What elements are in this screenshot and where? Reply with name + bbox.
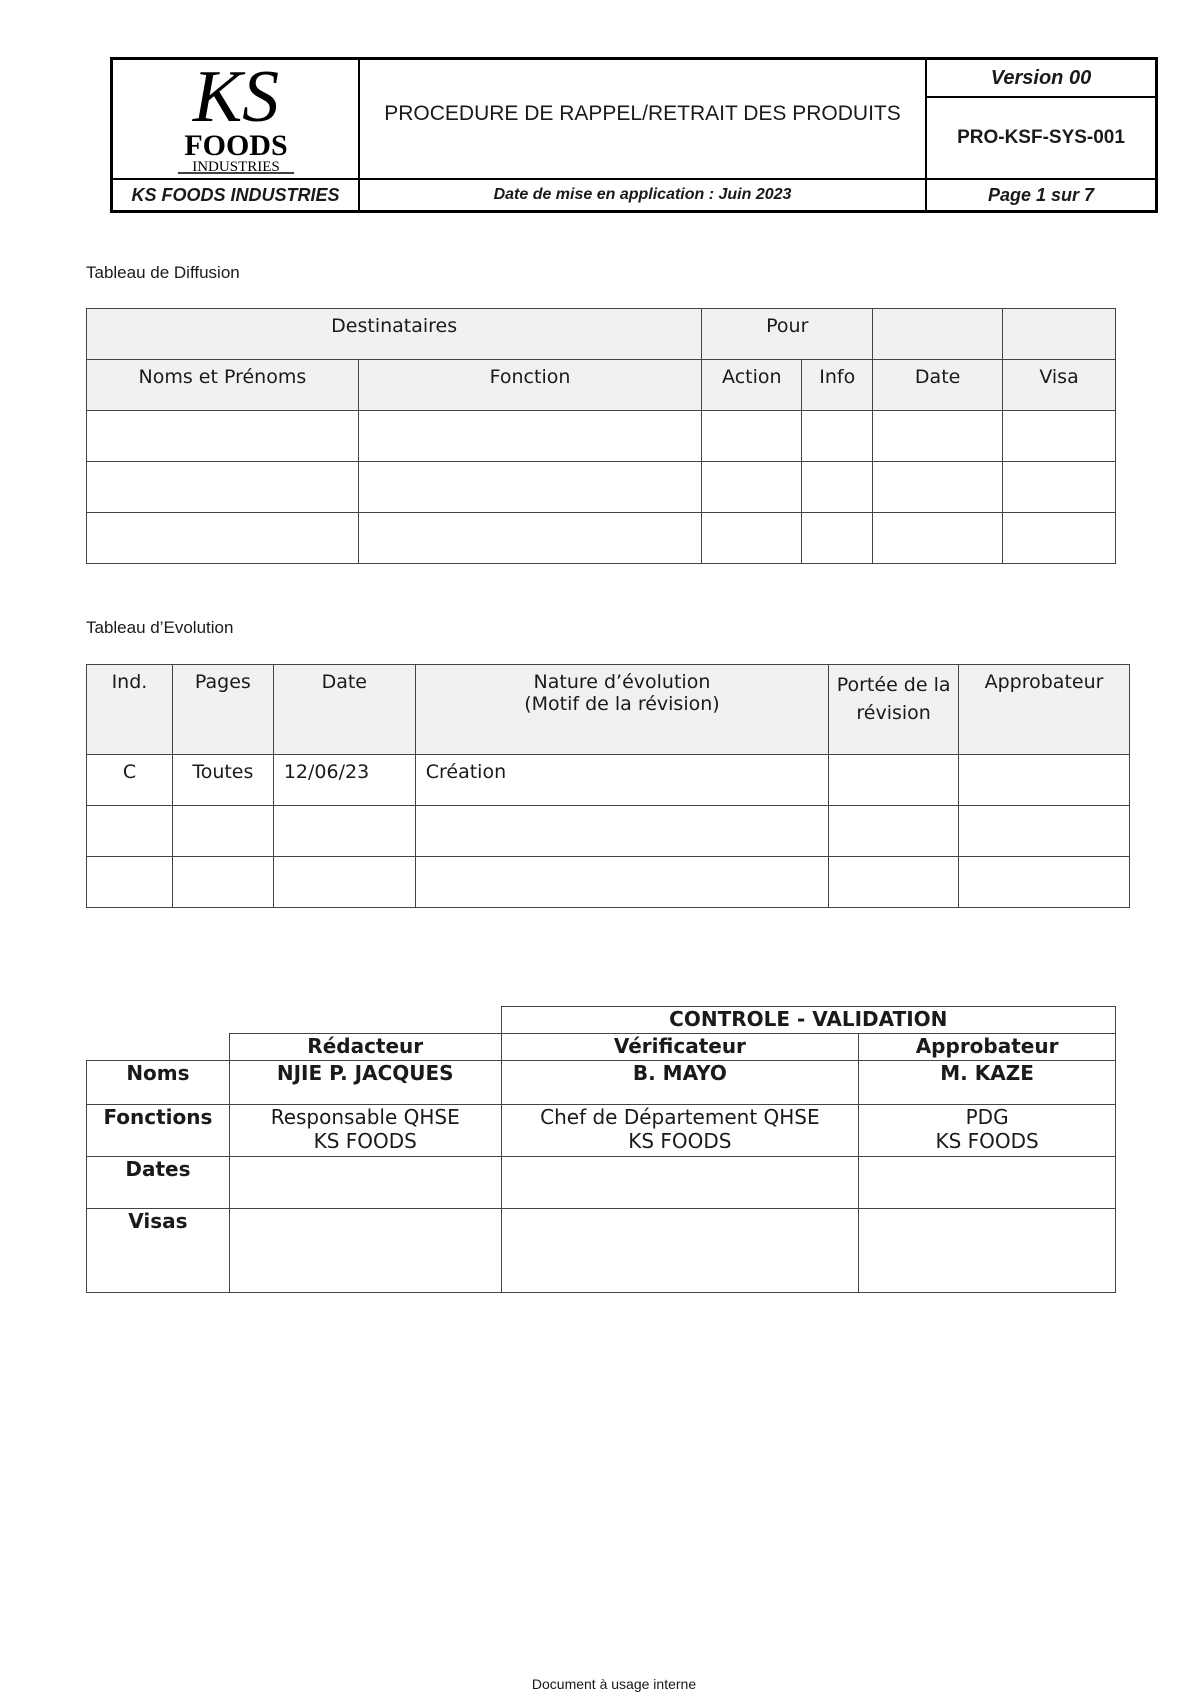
header-cell bbox=[1003, 309, 1116, 360]
table-cell bbox=[415, 857, 828, 908]
function-cell bbox=[859, 1105, 1116, 1157]
column-header: Portée de la révision bbox=[829, 665, 959, 755]
name-cell: B. MAYO bbox=[501, 1061, 859, 1105]
table-cell bbox=[702, 462, 802, 513]
validation-group-row bbox=[87, 1007, 1116, 1034]
visa-cell bbox=[229, 1209, 501, 1293]
table-cell bbox=[802, 513, 873, 564]
document-reference: PRO-KSF-SYS-001 bbox=[926, 97, 1157, 179]
function-line: Chef de Département QHSE bbox=[540, 1105, 820, 1129]
table-cell bbox=[87, 513, 359, 564]
table-cell bbox=[172, 857, 273, 908]
table-row bbox=[87, 462, 1116, 513]
document-header bbox=[110, 57, 1158, 213]
application-date: Date de mise en application : Juin 2023 bbox=[359, 179, 926, 212]
date-cell bbox=[859, 1157, 1116, 1209]
column-header: Noms et Prénoms bbox=[87, 360, 359, 411]
row-label: Noms bbox=[87, 1061, 230, 1105]
function-cell bbox=[229, 1105, 501, 1157]
nature-header: Nature d’évolution bbox=[533, 671, 711, 693]
table-row bbox=[87, 806, 1130, 857]
table-cell bbox=[873, 411, 1003, 462]
table-cell bbox=[829, 755, 959, 806]
table-cell bbox=[358, 462, 702, 513]
function-line: Responsable QHSE bbox=[270, 1105, 460, 1129]
validation-dates-row bbox=[87, 1157, 1116, 1209]
diffusion-group-header-row bbox=[87, 309, 1116, 360]
table-cell bbox=[273, 857, 415, 908]
name-cell: M. KAZE bbox=[859, 1061, 1116, 1105]
table-cell bbox=[358, 513, 702, 564]
nature-subheader: (Motif de la révision) bbox=[524, 693, 720, 715]
table-cell: 12/06/23 bbox=[273, 755, 415, 806]
role-header: Approbateur bbox=[859, 1034, 1116, 1061]
table-cell bbox=[802, 462, 873, 513]
logo-mark: KS bbox=[192, 63, 279, 138]
document-version: Version 00 bbox=[926, 59, 1157, 98]
row-label: Dates bbox=[87, 1157, 230, 1209]
table-cell bbox=[702, 411, 802, 462]
table-cell bbox=[959, 806, 1130, 857]
table-cell bbox=[1003, 411, 1116, 462]
table-cell bbox=[415, 806, 828, 857]
table-cell bbox=[273, 806, 415, 857]
diffusion-column-header-row bbox=[87, 360, 1116, 411]
table-cell bbox=[1003, 462, 1116, 513]
column-header-nature bbox=[415, 665, 828, 755]
table-cell bbox=[87, 462, 359, 513]
function-cell bbox=[501, 1105, 859, 1157]
empty-cell bbox=[87, 1007, 230, 1034]
function-line: KS FOODS bbox=[628, 1129, 732, 1153]
table-row bbox=[87, 513, 1116, 564]
company-name: KS FOODS INDUSTRIES bbox=[112, 179, 360, 212]
table-cell bbox=[172, 806, 273, 857]
document-title: PROCEDURE DE RAPPEL/RETRAIT DES PRODUITS bbox=[359, 59, 926, 180]
role-header: Rédacteur bbox=[229, 1034, 501, 1061]
empty-cell bbox=[87, 1034, 230, 1061]
row-label: Visas bbox=[87, 1209, 230, 1293]
pour-header: Pour bbox=[702, 309, 873, 360]
visa-cell bbox=[501, 1209, 859, 1293]
function-line: KS FOODS bbox=[935, 1129, 1039, 1153]
role-header: Vérificateur bbox=[501, 1034, 859, 1061]
diffusion-caption: Tableau de Diffusion bbox=[86, 263, 240, 282]
page-number: Page 1 sur 7 bbox=[926, 179, 1157, 212]
table-cell bbox=[829, 806, 959, 857]
table-cell bbox=[87, 857, 173, 908]
table-cell bbox=[873, 513, 1003, 564]
validation-visas-row bbox=[87, 1209, 1116, 1293]
table-row bbox=[87, 857, 1130, 908]
table-cell bbox=[802, 411, 873, 462]
company-logo bbox=[112, 59, 360, 180]
table-cell bbox=[358, 411, 702, 462]
table-cell: C bbox=[87, 755, 173, 806]
table-cell: Toutes bbox=[172, 755, 273, 806]
column-header: Date bbox=[873, 360, 1003, 411]
table-cell bbox=[959, 755, 1130, 806]
table-cell bbox=[829, 857, 959, 908]
document-footer: Document à usage interne bbox=[531, 1676, 697, 1692]
table-cell bbox=[959, 857, 1130, 908]
column-header: Approbateur bbox=[959, 665, 1130, 755]
column-header: Date bbox=[273, 665, 415, 755]
function-line: PDG bbox=[965, 1105, 1009, 1129]
visa-cell bbox=[859, 1209, 1116, 1293]
column-header: Pages bbox=[172, 665, 273, 755]
logo-name: FOODS bbox=[183, 129, 288, 162]
logo-sub: INDUSTRIES bbox=[191, 159, 280, 175]
date-cell bbox=[229, 1157, 501, 1209]
validation-noms-row bbox=[87, 1061, 1116, 1105]
table-cell bbox=[873, 462, 1003, 513]
destinataires-header: Destinataires bbox=[87, 309, 702, 360]
column-header: Visa bbox=[1003, 360, 1116, 411]
date-cell bbox=[501, 1157, 859, 1209]
table-row bbox=[87, 755, 1130, 806]
column-header: Ind. bbox=[87, 665, 173, 755]
validation-roles-row bbox=[87, 1034, 1116, 1061]
ks-foods-logo-icon bbox=[161, 63, 311, 175]
column-header: Action bbox=[702, 360, 802, 411]
table-cell bbox=[87, 806, 173, 857]
diffusion-table bbox=[86, 308, 1116, 564]
validation-table bbox=[86, 1006, 1116, 1293]
name-cell: NJIE P. JACQUES bbox=[229, 1061, 501, 1105]
table-row bbox=[87, 411, 1116, 462]
function-line: KS FOODS bbox=[313, 1129, 417, 1153]
column-header: Info bbox=[802, 360, 873, 411]
controle-validation-header: CONTROLE - VALIDATION bbox=[501, 1007, 1115, 1034]
empty-cell bbox=[229, 1007, 501, 1034]
column-header: Fonction bbox=[358, 360, 702, 411]
validation-fonctions-row bbox=[87, 1105, 1116, 1157]
header-cell bbox=[873, 309, 1003, 360]
evolution-header-row bbox=[87, 665, 1130, 755]
table-cell bbox=[87, 411, 359, 462]
table-cell: Création bbox=[415, 755, 828, 806]
table-cell bbox=[1003, 513, 1116, 564]
evolution-caption: Tableau d’Evolution bbox=[86, 618, 234, 637]
evolution-table bbox=[86, 664, 1130, 908]
row-label: Fonctions bbox=[87, 1105, 230, 1157]
table-cell bbox=[702, 513, 802, 564]
